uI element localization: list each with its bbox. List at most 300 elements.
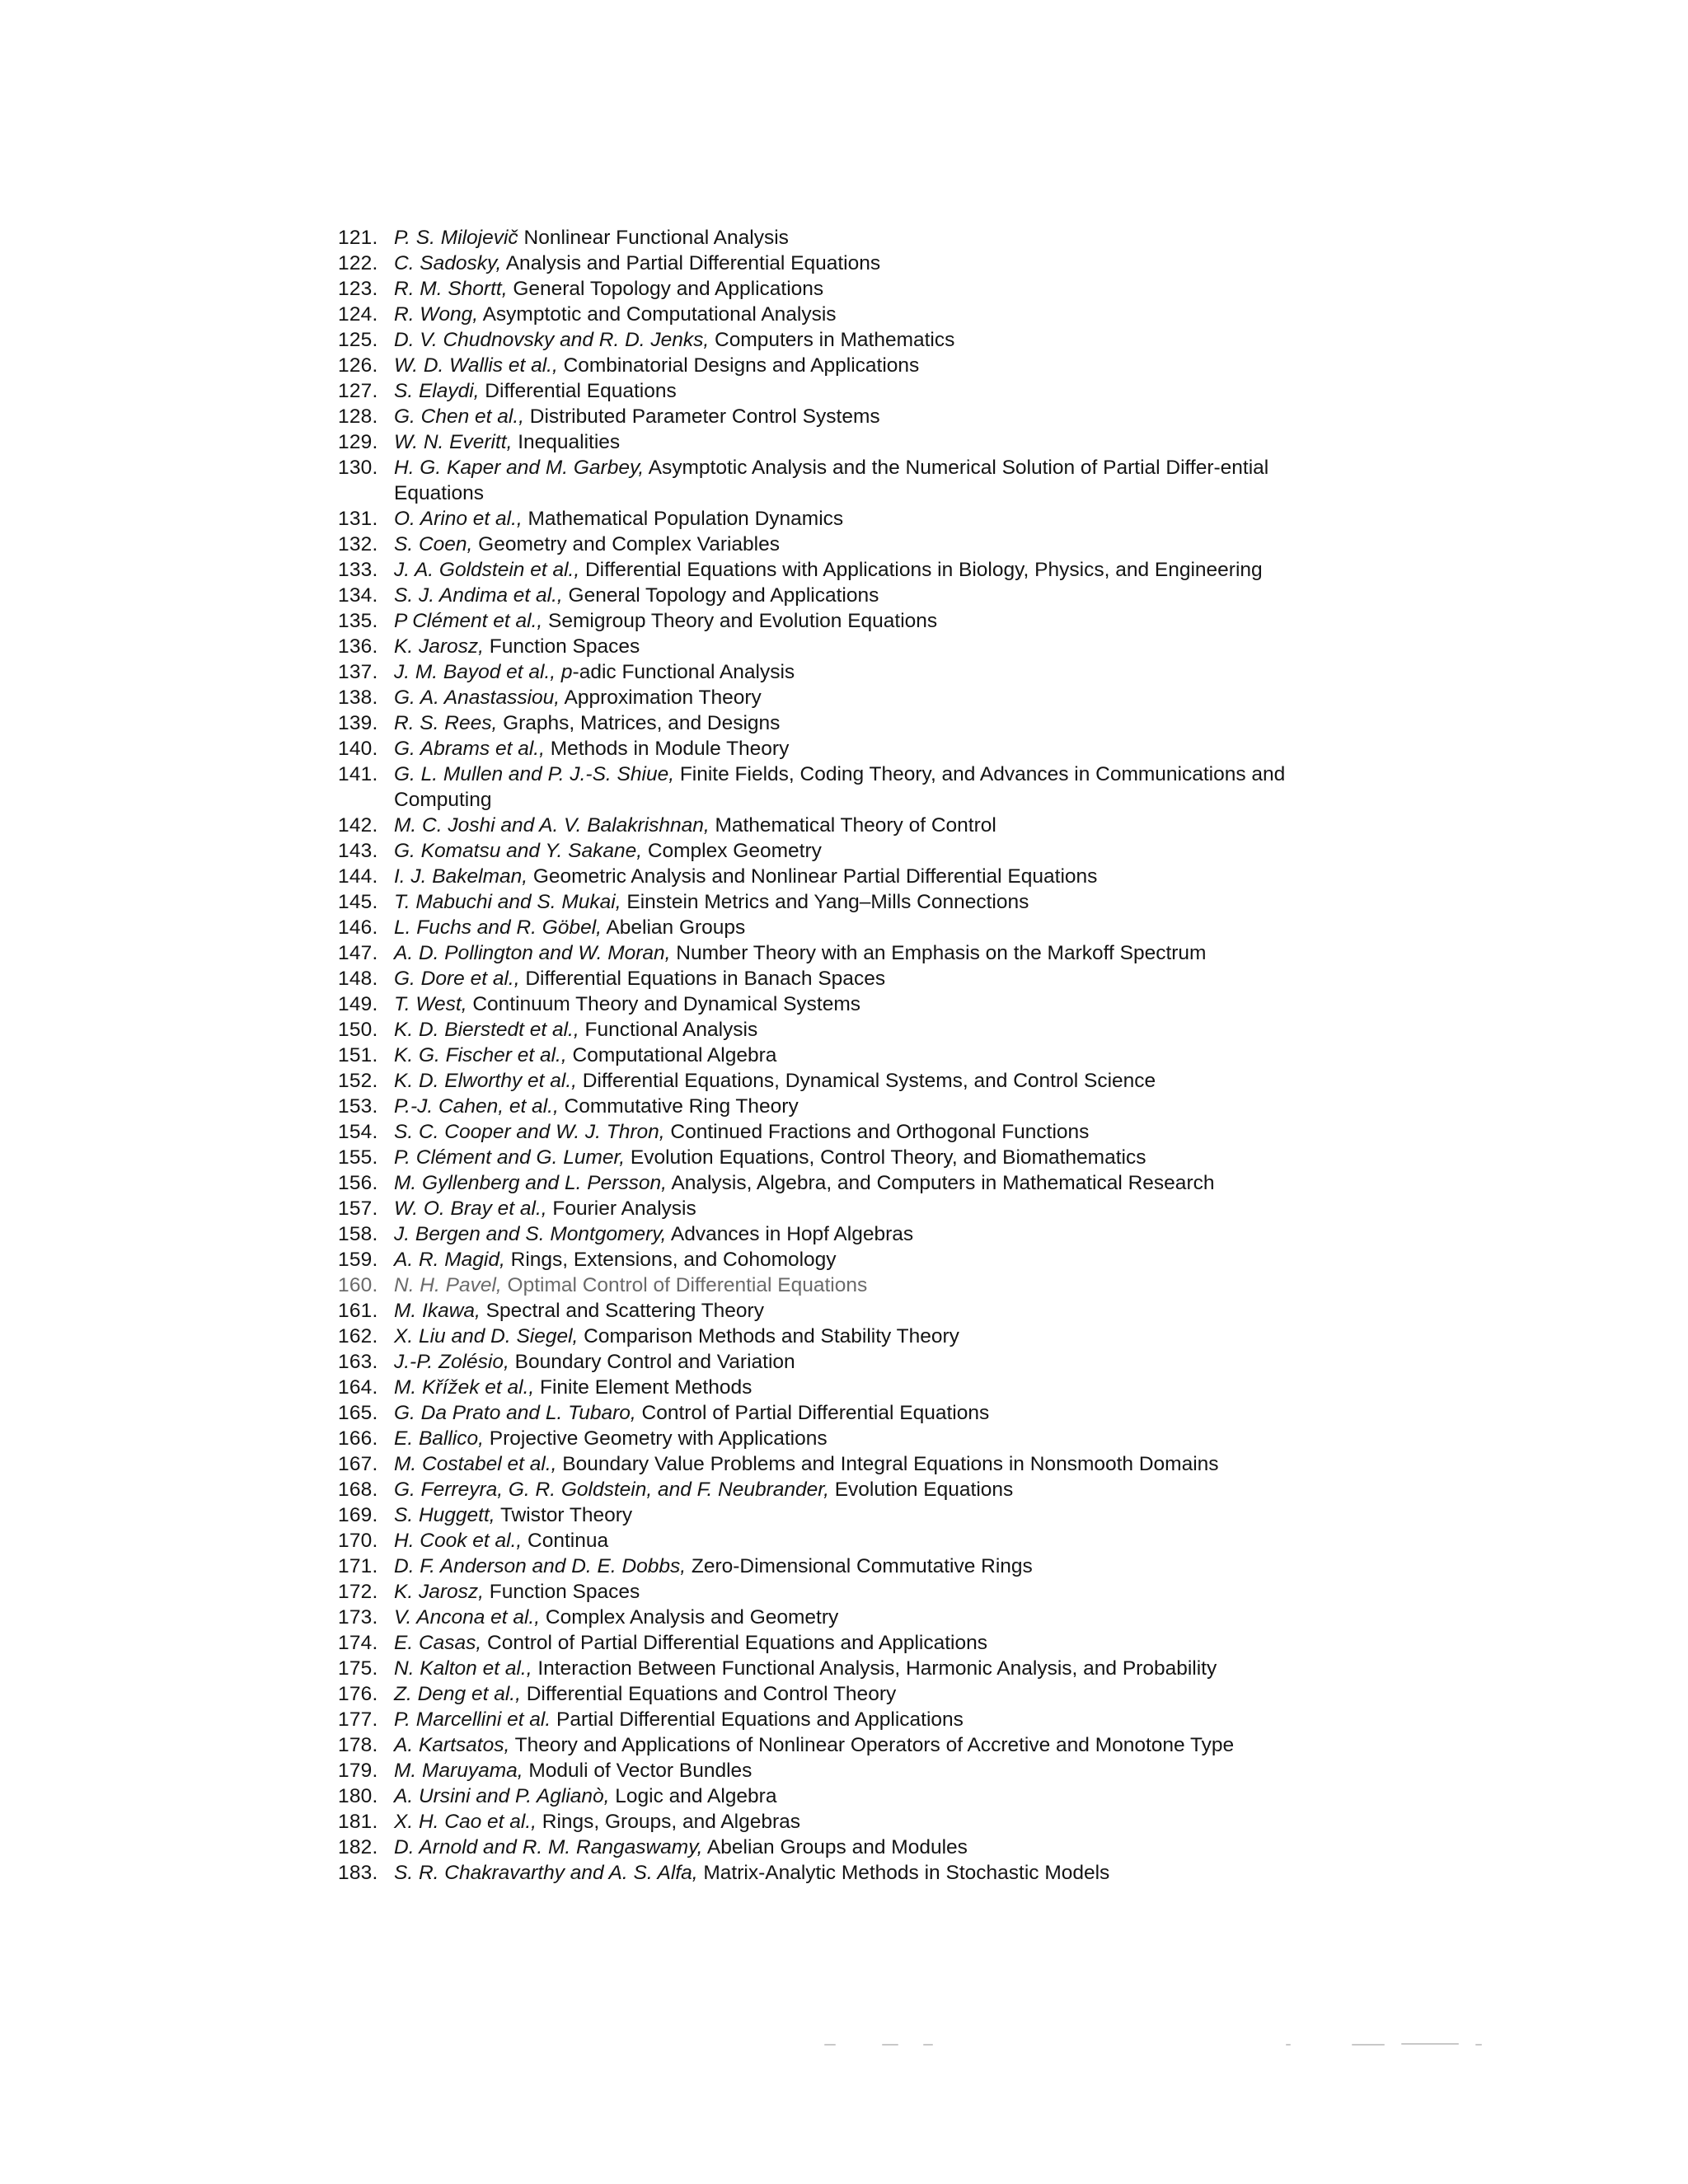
entry-body [394,276,1311,302]
entry-body [394,1681,1311,1707]
list-item [338,225,1311,251]
entry-title: -adic Functional Analysis [572,661,795,683]
entry-author: V. Ancona et al., [394,1606,541,1629]
entry-body [394,1502,1311,1528]
entry-title: Optimal Control of Differential Equations [501,1274,868,1296]
entry-body [394,1656,1311,1681]
list-item [338,378,1311,404]
entry-number: 166. [338,1427,378,1450]
entry-author: H. Cook et al., [394,1530,523,1552]
list-item [338,1145,1311,1170]
entry-title: Einstein Metrics and Yang–Mills Connections [621,891,1029,913]
scan-speck [1286,2044,1291,2046]
entry-author: D. V. Chudnovsky and R. D. Jenks, [394,329,710,351]
entry-number: 143. [338,840,378,862]
entry-author: G. Chen et al., [394,405,524,428]
scan-speck [1352,2044,1385,2046]
entry-number: 150. [338,1019,378,1041]
list-item [338,1349,1311,1375]
list-item [338,1502,1311,1528]
entry-title: Spectral and Scattering Theory [480,1300,764,1322]
entry-number: 179. [338,1760,378,1782]
list-item [338,532,1311,557]
list-item [338,710,1311,736]
entry-title: Interaction Between Functional Analysis, Harmonic Analysis, and Probability [532,1657,1217,1680]
list-item [338,1707,1311,1732]
entry-number: 162. [338,1325,378,1347]
entry-author: S. R. Chakravarthy and A. S. Alfa, [394,1862,698,1884]
entry-author: S. J. Andima et al., [394,584,563,607]
entry-body [394,1630,1311,1656]
list-item [338,838,1311,864]
entry-body [394,251,1311,276]
list-item [338,1605,1311,1630]
entry-author: J.-P. Zolésio, [394,1351,509,1373]
entry-body [394,1554,1311,1579]
entry-number: 123. [338,278,378,300]
list-item [338,1554,1311,1579]
entry-author: N. H. Pavel, [394,1274,502,1296]
entry-body [394,327,1311,353]
entry-body [394,1860,1311,1886]
entry-body [394,966,1311,991]
entry-author: R. M. Shortt, [394,278,508,300]
entry-body [394,1145,1311,1170]
entry-body [394,864,1311,889]
entry-body [394,1835,1311,1860]
list-item [338,353,1311,378]
entry-title: Boundary Control and Variation [509,1351,795,1373]
entry-author: M. Maruyama, [394,1760,523,1782]
entry-body [394,1707,1311,1732]
entry-author: T. West, [394,993,467,1015]
entry-author: K. Jarosz, [394,635,484,658]
entry-title: Differential Equations [479,380,677,402]
list-item [338,1758,1311,1783]
entry-title: Continuum Theory and Dynamical Systems [467,993,861,1015]
entry-author: J. M. Bayod et al., p [394,661,573,683]
entry-number: 129. [338,431,378,453]
entry-title: Commutative Ring Theory [558,1095,799,1118]
list-item [338,659,1311,685]
entry-number: 176. [338,1683,378,1705]
entry-number: 140. [338,738,378,760]
entry-body [394,1349,1311,1375]
list-item [338,1579,1311,1605]
entry-title: Rings, Groups, and Algebras [536,1811,800,1833]
entry-number: 181. [338,1811,378,1833]
entry-title: Abelian Groups and Modules [702,1836,968,1858]
entry-number: 174. [338,1632,378,1654]
list-item [338,762,1311,813]
entry-body [394,1809,1311,1835]
entry-body [394,1783,1311,1809]
entry-author: A. Kartsatos, [394,1734,510,1756]
list-item [338,1017,1311,1043]
entry-body [394,1272,1311,1298]
entry-body [394,1528,1311,1554]
entry-author: P. S. Milojevič [394,227,518,249]
entry-author: S. C. Cooper and W. J. Thron, [394,1121,665,1143]
entry-body [394,429,1311,455]
list-item [338,813,1311,838]
entry-author: R. Wong, [394,303,479,326]
list-item [338,1170,1311,1196]
entry-number: 157. [338,1197,378,1220]
entry-body [394,659,1311,685]
entry-title: Methods in Module Theory [544,738,790,760]
entry-body [394,583,1311,608]
list-item [338,966,1311,991]
entry-body [394,1043,1311,1068]
list-item [338,455,1311,506]
list-item [338,736,1311,762]
list-item [338,608,1311,634]
list-item [338,1272,1311,1298]
entry-number: 128. [338,405,378,428]
entry-title: Semigroup Theory and Evolution Equations [542,610,938,632]
entry-body [394,378,1311,404]
entry-author: G. Komatsu and Y. Sakane, [394,840,643,862]
entry-number: 147. [338,942,378,964]
entry-author: G. Dore et al., [394,968,520,990]
entry-number: 170. [338,1530,378,1552]
entry-body [394,1375,1311,1400]
entry-number: 146. [338,916,378,939]
entry-body [394,404,1311,429]
list-item [338,327,1311,353]
list-item [338,634,1311,659]
series-list [338,225,1311,1886]
entry-author: H. G. Kaper and M. Garbey, [394,457,645,479]
entry-number: 158. [338,1223,378,1245]
entry-title: Matrix-Analytic Methods in Stochastic Models [697,1862,1110,1884]
list-item [338,940,1311,966]
entry-body [394,1170,1311,1196]
entry-author: N. Kalton et al., [394,1657,532,1680]
entry-author: S. Coen, [394,533,473,555]
entry-author: M. Costabel et al., [394,1453,557,1475]
entry-title: Geometry and Complex Variables [472,533,780,555]
entry-title: Finite Fields, Coding Theory, and Advances in Communications and Computing [394,763,1286,811]
entry-title: Control of Partial Differential Equations [635,1402,990,1424]
entry-title: Asymptotic Analysis and the Numerical Solution of Partial Differ-ential Equations [394,457,1269,504]
entry-number: 142. [338,814,378,837]
list-item [338,1324,1311,1349]
entry-title: Moduli of Vector Bundles [523,1760,753,1782]
entry-author: A. Ursini and P. Aglianò, [394,1785,610,1807]
entry-number: 141. [338,763,378,785]
entry-title: Analysis, Algebra, and Computers in Mathematical Research [666,1172,1215,1194]
entry-title: Differential Equations with Applications in Biology, Physics, and Engineering [579,559,1263,581]
entry-author: C. Sadosky, [394,252,502,274]
list-item [338,1732,1311,1758]
entry-body [394,762,1311,813]
entry-author: M. Ikawa, [394,1300,481,1322]
entry-author: G. Abrams et al., [394,738,545,760]
entry-body [394,1247,1311,1272]
scan-speck [882,2044,898,2046]
entry-body [394,1298,1311,1324]
entry-body [394,1119,1311,1145]
entry-title: Abelian Groups [601,916,746,939]
entry-body [394,915,1311,940]
list-item [338,1400,1311,1426]
entry-title: Differential Equations in Banach Spaces [519,968,886,990]
entry-title: Mathematical Population Dynamics [522,508,844,530]
entry-body [394,1477,1311,1502]
entry-number: 167. [338,1453,378,1475]
entry-author: P. Marcellini et al. [394,1708,551,1731]
entry-title: Continued Fractions and Orthogonal Functions [664,1121,1090,1143]
list-item [338,557,1311,583]
entry-number: 175. [338,1657,378,1680]
list-item [338,506,1311,532]
entry-author: L. Fuchs and R. Göbel, [394,916,602,939]
entry-author: G. Da Prato and L. Tubaro, [394,1402,636,1424]
list-item [338,1119,1311,1145]
entry-title: Combinatorial Designs and Applications [557,354,920,377]
list-item [338,1068,1311,1094]
entry-body [394,1068,1311,1094]
entry-title: Fourier Analysis [546,1197,696,1220]
entry-body [394,1451,1311,1477]
list-item [338,1809,1311,1835]
list-item [338,251,1311,276]
list-item [338,864,1311,889]
entry-author: K. D. Bierstedt et al., [394,1019,579,1041]
list-item [338,1528,1311,1554]
entry-author: G. A. Anastassiou, [394,687,560,709]
entry-body [394,1579,1311,1605]
entry-author: W. N. Everitt, [394,431,513,453]
entry-author: W. O. Bray et al., [394,1197,547,1220]
list-item [338,1630,1311,1656]
list-item [338,1298,1311,1324]
entry-author: T. Mabuchi and S. Mukai, [394,891,621,913]
entry-number: 131. [338,508,378,530]
entry-author: S. Huggett, [394,1504,495,1526]
entry-number: 125. [338,329,378,351]
entry-body [394,685,1311,710]
list-item [338,429,1311,455]
entry-body [394,1017,1311,1043]
entry-title: Graphs, Matrices, and Designs [497,712,781,734]
entry-number: 145. [338,891,378,913]
list-item [338,1860,1311,1886]
entry-author: E. Ballico, [394,1427,484,1450]
entry-body [394,608,1311,634]
entry-number: 177. [338,1708,378,1731]
entry-body [394,634,1311,659]
entry-author: M. Křížek et al., [394,1376,535,1399]
entry-title: Continua [522,1530,609,1552]
entry-number: 183. [338,1862,378,1884]
entry-body [394,991,1311,1017]
entry-author: P.-J. Cahen, et al., [394,1095,559,1118]
entry-number: 134. [338,584,378,607]
entry-title: Approximation Theory [560,687,762,709]
entry-body [394,940,1311,966]
entry-number: 148. [338,968,378,990]
entry-title: Boundary Value Problems and Integral Equations in Nonsmooth Domains [556,1453,1219,1475]
entry-body [394,1094,1311,1119]
list-item [338,1477,1311,1502]
entry-title: Complex Analysis and Geometry [540,1606,839,1629]
entry-number: 121. [338,227,378,249]
entry-title: General Topology and Applications [562,584,879,607]
list-item [338,1783,1311,1809]
entry-author: O. Arino et al., [394,508,523,530]
entry-author: Z. Deng et al., [394,1683,521,1705]
list-item [338,1247,1311,1272]
scan-speck [824,2044,836,2046]
entry-body [394,838,1311,864]
entry-body [394,1196,1311,1221]
entry-title: Rings, Extensions, and Cohomology [504,1249,837,1271]
entry-author: D. Arnold and R. M. Rangaswamy, [394,1836,703,1858]
entry-body [394,532,1311,557]
list-item [338,1221,1311,1247]
entry-number: 160. [338,1274,378,1296]
entry-number: 178. [338,1734,378,1756]
entry-author: E. Casas, [394,1632,482,1654]
entry-number: 139. [338,712,378,734]
entry-title: Number Theory with an Emphasis on the Markoff Spectrum [670,942,1207,964]
entry-author: J. A. Goldstein et al., [394,559,580,581]
entry-author: G. Ferreyra, G. R. Goldstein, and F. Neubrander, [394,1479,829,1501]
entry-title: Asymptotic and Computational Analysis [478,303,837,326]
entry-title: Comparison Methods and Stability Theory [578,1325,959,1347]
entry-body [394,1324,1311,1349]
list-item [338,276,1311,302]
entry-number: 153. [338,1095,378,1118]
entry-title: Computational Algebra [566,1044,777,1066]
entry-number: 144. [338,865,378,888]
entry-title: Computers in Mathematics [709,329,955,351]
entry-title: Analysis and Partial Differential Equations [501,252,881,274]
entry-body [394,710,1311,736]
list-item [338,991,1311,1017]
entry-title: Evolution Equations, Control Theory, and Biomathematics [625,1146,1146,1169]
entry-author: M. Gyllenberg and L. Persson, [394,1172,667,1194]
list-item [338,1656,1311,1681]
list-item [338,1681,1311,1707]
entry-author: A. D. Pollington and W. Moran, [394,942,671,964]
entry-author: K. G. Fischer et al., [394,1044,567,1066]
entry-number: 122. [338,252,378,274]
entry-title: Function Spaces [483,635,640,658]
entry-number: 168. [338,1479,378,1501]
entry-author: D. F. Anderson and D. E. Dobbs, [394,1555,687,1577]
entry-number: 152. [338,1070,378,1092]
list-item [338,889,1311,915]
entry-title: Nonlinear Functional Analysis [518,227,789,249]
entry-number: 180. [338,1785,378,1807]
entry-number: 172. [338,1581,378,1603]
list-item [338,1375,1311,1400]
list-item [338,915,1311,940]
list-item [338,1043,1311,1068]
entry-number: 165. [338,1402,378,1424]
entry-author: K. Jarosz, [394,1581,484,1603]
entry-title: Complex Geometry [642,840,822,862]
list-item [338,1094,1311,1119]
entry-number: 171. [338,1555,378,1577]
entry-body [394,1758,1311,1783]
entry-title: Theory and Applications of Nonlinear Operators of Accretive and Monotone Type [509,1734,1235,1756]
entry-number: 126. [338,354,378,377]
entry-number: 155. [338,1146,378,1169]
entry-author: M. C. Joshi and A. V. Balakrishnan, [394,814,710,837]
entry-number: 154. [338,1121,378,1143]
entry-author: I. J. Bakelman, [394,865,528,888]
scan-speck [1475,2044,1482,2046]
entry-author: S. Elaydi, [394,380,480,402]
entry-title: Zero-Dimensional Commutative Rings [686,1555,1033,1577]
entry-body [394,353,1311,378]
entry-number: 136. [338,635,378,658]
entry-title: Twistor Theory [495,1504,633,1526]
entry-body [394,1400,1311,1426]
list-item [338,685,1311,710]
entry-title: Evolution Equations [828,1479,1014,1501]
entry-number: 159. [338,1249,378,1271]
entry-title: Distributed Parameter Control Systems [523,405,880,428]
entry-body [394,557,1311,583]
entry-author: A. R. Magid, [394,1249,505,1271]
entry-author: R. S. Rees, [394,712,498,734]
entry-number: 132. [338,533,378,555]
entry-author: X. Liu and D. Siegel, [394,1325,579,1347]
entry-number: 124. [338,303,378,326]
entry-title: Control of Partial Differential Equations and Applications [481,1632,987,1654]
entry-body [394,1221,1311,1247]
entry-number: 173. [338,1606,378,1629]
list-item [338,1426,1311,1451]
entry-number: 127. [338,380,378,402]
entry-title: Differential Equations and Control Theory [520,1683,897,1705]
scan-speck [1401,2043,1459,2045]
entry-title: Functional Analysis [579,1019,758,1041]
list-item [338,404,1311,429]
entry-body [394,1605,1311,1630]
entry-number: 163. [338,1351,378,1373]
list-item [338,1835,1311,1860]
entry-number: 169. [338,1504,378,1526]
list-item [338,583,1311,608]
entry-author: W. D. Wallis et al., [394,354,558,377]
entry-title: Inequalities [512,431,621,453]
entry-title: Logic and Algebra [609,1785,777,1807]
entry-number: 137. [338,661,378,683]
entry-title: Finite Element Methods [534,1376,753,1399]
entry-number: 164. [338,1376,378,1399]
entry-body [394,1426,1311,1451]
entry-title: Geometric Analysis and Nonlinear Partial Differential Equations [528,865,1098,888]
entry-body [394,813,1311,838]
entry-body [394,506,1311,532]
entry-body [394,889,1311,915]
entry-body [394,455,1311,506]
entry-body [394,1732,1311,1758]
entry-author: K. D. Elworthy et al., [394,1070,577,1092]
entry-number: 182. [338,1836,378,1858]
entry-author: J. Bergen and S. Montgomery, [394,1223,667,1245]
entry-number: 130. [338,457,378,479]
entry-number: 149. [338,993,378,1015]
scan-speck [923,2044,933,2046]
